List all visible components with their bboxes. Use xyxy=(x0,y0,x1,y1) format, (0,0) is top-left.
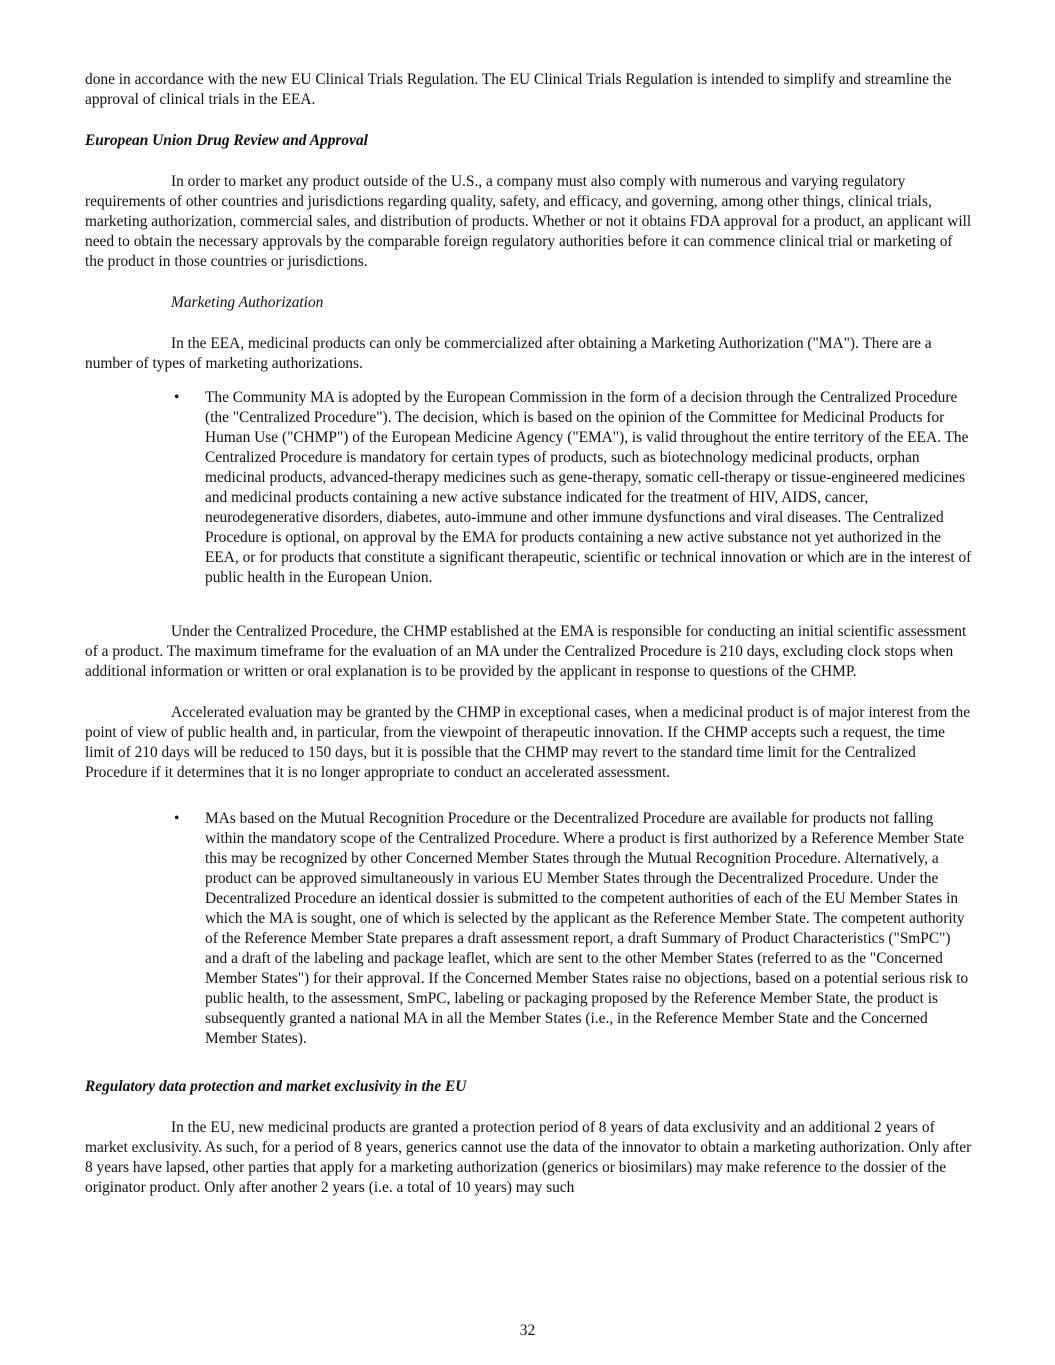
subheading-marketing-authorization: Marketing Authorization xyxy=(171,294,324,311)
document-page xyxy=(85,70,973,1219)
bullet-marker: • xyxy=(174,389,180,406)
intro-paragraph: done in accordance with the new EU Clinical Trials Regulation. The EU Clinical Trials Regulation is intended to simplify and streamline the approval of clinical trials in the EEA. xyxy=(85,71,952,108)
eu-review-paragraph: In order to market any product outside of the U.S., a company must also comply with numerous and varying regulatory requirements of other countries and jurisdictions regarding quality, safety, and efficacy, and governing, among other things, clinical trials, marketing authorization, commercial sales, and distribution of products. Whether or not it obtains FDA approval for a product, an applicant will need to obtain the necessary approvals by the comparable foreign regulatory authorities before it can commence clinical trial or marketing of the product in those countries or jurisdictions. xyxy=(85,173,972,270)
accelerated-evaluation-paragraph: Accelerated evaluation may be granted by the CHMP in exceptional cases, when a medicinal product is of major interest from the point of view of public health and, in particular, from the viewpoint of therapeutic innovation. If the CHMP accepts such a request, the time limit of 210 days will be reduced to 150 days, but it is possible that the CHMP may revert to the standard time limit for the Centralized Procedure if it determines that it is no longer appropriate to conduct an accelerated assessment. xyxy=(85,704,971,781)
page-number: 32 xyxy=(519,1322,536,1339)
heading-eu-drug-review: European Union Drug Review and Approval xyxy=(85,132,368,149)
heading-data-protection: Regulatory data protection and market exclusivity in the EU xyxy=(85,1078,467,1095)
bullet-marker: • xyxy=(174,810,180,827)
data-protection-paragraph: In the EU, new medicinal products are granted a protection period of 8 years of data exclusivity and an additional 2 years of market exclusivity. As such, for a period of 8 years, generics cannot use the data of the innovator to obtain a marketing authorization. Only after 8 years have lapsed, other parties that apply for a marketing authorization (generics or biosimilars) may make reference to the dossier of the originator product. Only after another 2 years (i.e. a total of 10 years) may such xyxy=(85,1119,972,1196)
bullet-community-ma xyxy=(85,388,973,588)
bullet-mutual-recognition-text: MAs based on the Mutual Recognition Procedure or the Decentralized Procedure are available for products not falling within the mandatory scope of the Centralized Procedure. Where a product is first authorized by a Reference Member State this may be recognized by other Concerned Member States through the Mutual Recognition Procedure. Alternatively, a product can be approved simultaneously in various EU Member States through the Decentralized Procedure. Under the Decentralized Procedure an identical dossier is submitted to the competent authorities of each of the EU Member States in which the MA is sought, one of which is selected by the applicant as the Reference Member State. The competent authority of the Reference Member State prepares a draft assessment report, a draft Summary of Product Characteristics ("SmPC") and a draft of the labeling and package leaflet, which are sent to the other Member States (referred to as the "Concerned Member States") for their approval. If the Concerned Member States raise no objections, based on a potential serious risk to public health, to the assessment, SmPC, labeling or packaging proposed by the Reference Member State, the product is subsequently granted a national MA in all the Member States (i.e., in the Reference Member State and the Concerned Member States). xyxy=(205,810,969,1047)
marketing-authorization-paragraph: In the EEA, medicinal products can only be commercialized after obtaining a Marketing Authorization ("MA"). There are a number of types of marketing authorizations. xyxy=(85,335,932,372)
bullet-community-ma-text: The Community MA is adopted by the European Commission in the form of a decision through the Centralized Procedure (the "Centralized Procedure"). The decision, which is based on the opinion of the Committee for Medicinal Products for Human Use ("CHMP") of the European Medicine Agency ("EMA"), is valid throughout the entire territory of the EEA. The Centralized Procedure is mandatory for certain types of products, such as biotechnology medicinal products, orphan medicinal products, advanced-therapy medicines such as gene-therapy, somatic cell-therapy or tissue-engineered medicines and medicinal products containing a new active substance indicated for the treatment of HIV, AIDS, cancer, neurodegenerative disorders, diabetes, auto-immune and other immune dysfunctions and viral diseases. The Centralized Procedure is optional, on approval by the EMA for products containing a new active substance not yet authorized in the EEA, or for products that constitute a significant therapeutic, scientific or technical innovation or which are in the interest of public health in the European Union. xyxy=(205,389,972,586)
bullet-mutual-recognition xyxy=(85,809,973,1049)
centralized-procedure-paragraph: Under the Centralized Procedure, the CHMP established at the EMA is responsible for conducting an initial scientific assessment of a product. The maximum timeframe for the evaluation of an MA under the Centralized Procedure is 210 days, excluding clock stops when additional information or written or oral explanation is to be provided by the applicant in response to questions of the CHMP. xyxy=(85,623,967,680)
